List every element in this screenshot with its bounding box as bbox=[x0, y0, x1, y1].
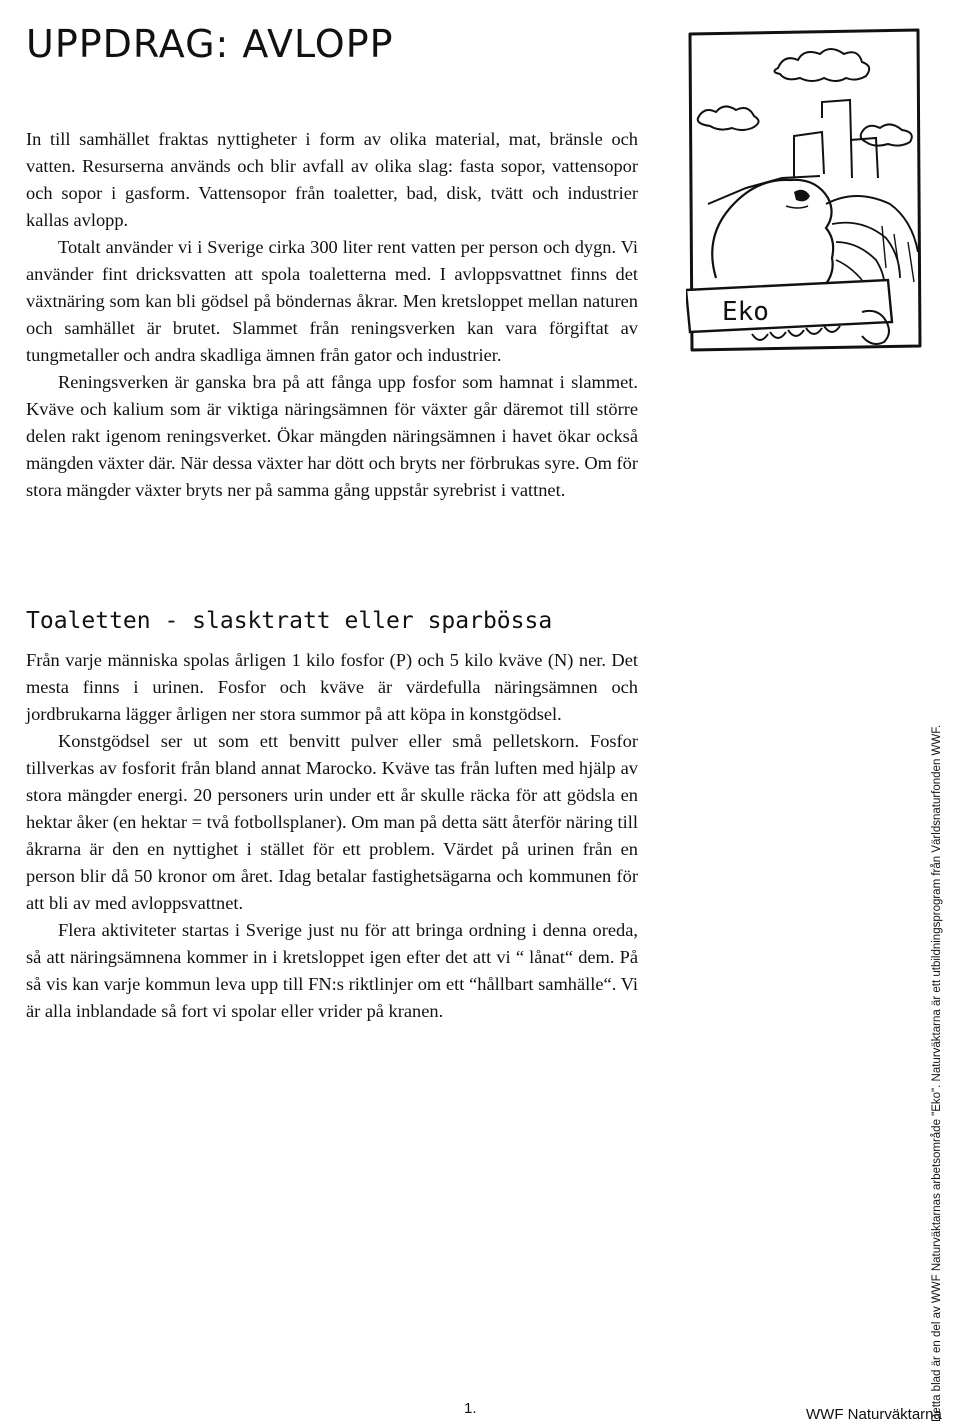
footer-organization: WWF Naturväktarna bbox=[806, 1406, 942, 1423]
eko-sign-text: Eko bbox=[722, 297, 769, 327]
toilet-paragraph-3: Flera aktiviteter startas i Sverige just nu för att bringa ordning i denna oreda, så att näringsämnena kommer in i kretsloppet igen efter det att vi “ lånat“ dem. På så vis kan varje kommun leva upp till FN:s riktlinjer om ett “hållbart samhälle“. Vi är alla inblandade så fort vi spolar eller vrider på kranen. bbox=[26, 920, 638, 1021]
toilet-section bbox=[26, 647, 638, 1025]
intro-paragraph-2: Totalt använder vi i Sverige cirka 300 liter rent vatten per person och dygn. Vi använder fint dricksvatten att spola toaletterna med. I avloppsvattnet finns det växtnäring som kan bli gödsel på böndernas åkrar. Men kretsloppet mellan naturen och samhället är brutet. Slammet från reningsverken kan vara förgiftat av tungmetaller och andra skadliga ämnen från gator och industrier. bbox=[26, 237, 638, 365]
section-heading: Toaletten - slasktratt eller sparbössa bbox=[26, 608, 553, 634]
intro-paragraph-3: Reningsverken är ganska bra på att fånga upp fosfor som hamnat i slammet. Kväve och kalium som är viktiga näringsämnen för växter går däremot till större delen rakt igenom reningsverket. Ökar mängden näringsämnen i havet ökar också mängden växter där. När dessa växter har dött och bryts ner förbrukas syre. Om för stora mängder växter bryts ner på samma gång uppstår syrebrist i vattnet. bbox=[26, 372, 638, 500]
page-number: 1. bbox=[464, 1400, 477, 1417]
toilet-paragraph-1: Från varje människa spolas årligen 1 kilo fosfor (P) och 5 kilo kväve (N) ner. Det mesta finns i urinen. Fosfor och kväve är värdefulla näringsämnen och jordbrukarna lägger årligen ner stora summor på att köpa in konstgödsel. bbox=[26, 650, 638, 724]
intro-paragraph-1: In till samhället fraktas nyttigheter i form av olika material, mat, bränsle och vatten. Resurserna används och blir avfall av olika slag: fasta sopor, vattensopor och sopor i gasform. Vattensopor från toaletter, bad, disk, tvätt och industrier kallas avlopp. bbox=[26, 129, 638, 230]
eko-illustration bbox=[686, 28, 924, 354]
page-title: UPPDRAG: AVLOPP bbox=[26, 22, 394, 66]
toilet-paragraph-2: Konstgödsel ser ut som ett benvitt pulver eller små pelletskorn. Fosfor tillverkas av fosforit från bland annat Marocko. Kväve tas från luften med hjälp av stora mängder energi. 20 personers urin under ett år skulle räcka för att gödsla en hektar åker (en hektar = två fotbollsplaner). Om man på detta sätt återför näring till åkrarna är den en nyttighet i stället för ett problem. Värdet på urinen från en person blir då 50 kronor om året. Idag betalar fastighetsägarna och kommunen för att bli av med avloppsvattnet. bbox=[26, 731, 638, 913]
intro-section bbox=[26, 126, 638, 504]
side-note-vertical: Detta blad är en del av WWF Naturväktarnas arbetsområde "Eko". Naturväktarna är ett utbildningsprogram från Världsnaturfonden WWF. bbox=[931, 724, 943, 1422]
